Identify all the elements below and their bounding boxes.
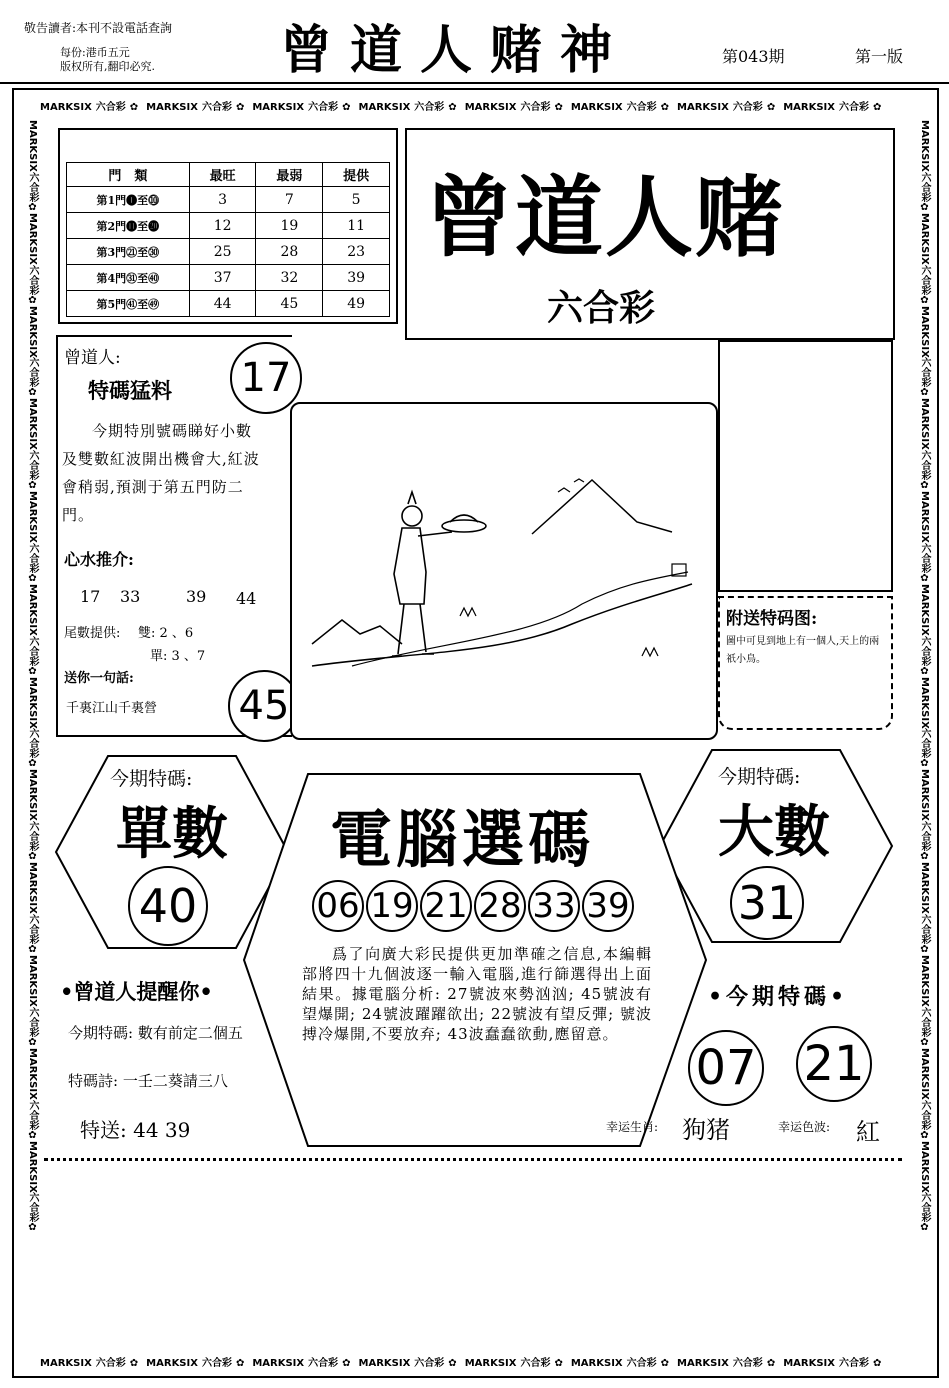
- brand-cn-text: 六合彩: [414, 101, 445, 113]
- flower-icon: ✿: [766, 1357, 776, 1369]
- lucky-animal: 狗猪: [682, 1116, 730, 1144]
- brand-text: MARKSIX: [27, 676, 38, 729]
- brand-text: MARKSIX: [27, 491, 38, 543]
- brand-cn-text: 六合彩: [27, 914, 38, 945]
- brand-mark: [919, 213, 930, 306]
- logo-box: [405, 128, 895, 340]
- brand-cn-text: 六合彩: [27, 450, 38, 481]
- door-label-cell: 第4門㉛至㊵: [67, 265, 190, 291]
- tips-circle-bottom: 45: [228, 670, 300, 742]
- table-header-row: [67, 163, 390, 187]
- brand-cn-text: 六合彩: [919, 450, 930, 481]
- table-cell: 11: [323, 213, 390, 239]
- flower-icon: ✿: [27, 1036, 38, 1048]
- flower-icon: ✿: [554, 101, 563, 113]
- brand-text: MARKSIX: [783, 101, 835, 113]
- brand-mark: [919, 955, 930, 1048]
- flower-icon: ✿: [235, 101, 245, 113]
- computer-number: 06: [312, 880, 364, 932]
- lucky-color: 紅: [856, 1118, 880, 1146]
- logo-sub: 六合彩: [547, 288, 656, 329]
- brand-text: MARKSIX: [570, 101, 623, 113]
- brand-text: MARKSIX: [919, 769, 930, 822]
- rec-label: 心水推介:: [64, 550, 134, 569]
- masthead-title: 曾道人赌神: [280, 20, 631, 81]
- table-cell: 39: [323, 265, 390, 291]
- notice-text: 敬告讀者:本刊不設電話查詢: [24, 21, 173, 35]
- brand-text: MARKSIX: [27, 583, 38, 636]
- table-cell: 7: [256, 187, 323, 213]
- door-table-body: [67, 187, 390, 317]
- brand-text: MARKSIX: [919, 305, 930, 358]
- flower-icon: ✿: [919, 572, 930, 584]
- table-row: [67, 291, 390, 317]
- flower-icon: ✿: [448, 101, 457, 113]
- brand-text: MARKSIX: [27, 398, 38, 451]
- computer-number: 39: [582, 880, 634, 932]
- brand-text: MARKSIX: [252, 101, 305, 113]
- price-text: 每份:港币五元: [60, 46, 130, 59]
- brand-mark: [27, 491, 38, 584]
- brand-mark: [27, 306, 38, 399]
- brand-mark: [571, 1354, 673, 1369]
- flower-icon: ✿: [919, 1222, 930, 1234]
- flower-icon: ✿: [27, 294, 38, 306]
- brand-text: MARKSIX: [677, 101, 729, 113]
- brand-text: MARKSIX: [146, 101, 198, 113]
- brand-mark: [359, 1354, 461, 1369]
- flower-icon: ✿: [342, 1357, 351, 1369]
- brand-text: MARKSIX: [40, 101, 92, 113]
- flower-icon: ✿: [27, 572, 38, 584]
- brand-text: MARKSIX: [919, 212, 930, 265]
- brand-cn-text: 六合彩: [732, 101, 763, 113]
- brand-cn-text: 六合彩: [27, 264, 38, 295]
- brand-cn-text: 六合彩: [520, 1357, 551, 1369]
- brand-cn-text: 六合彩: [27, 728, 38, 759]
- table-cell: 12: [189, 213, 256, 239]
- table-row: [67, 265, 390, 291]
- bottom-brand-strip: [40, 1350, 910, 1372]
- flower-icon: ✿: [919, 758, 930, 770]
- tips-who: 曾道人:: [64, 348, 121, 368]
- rec-number-4: 44: [236, 589, 257, 608]
- flower-icon: ✿: [129, 1357, 139, 1369]
- computer-number: 28: [474, 880, 526, 932]
- brand-text: MARKSIX: [27, 305, 38, 358]
- brand-mark: [27, 955, 38, 1048]
- brand-text: MARKSIX: [919, 491, 930, 543]
- table-cell: 28: [256, 239, 323, 265]
- brand-mark: [465, 98, 567, 113]
- brand-cn-text: 六合彩: [919, 171, 930, 202]
- flower-icon: ✿: [660, 101, 670, 113]
- brand-text: MARKSIX: [27, 769, 38, 822]
- lucky-animal-label: 幸运生肖:: [606, 1120, 659, 1134]
- flower-icon: ✿: [919, 944, 930, 956]
- flower-icon: ✿: [27, 851, 38, 863]
- brand-text: MARKSIX: [464, 101, 517, 113]
- brand-text: MARKSIX: [27, 1140, 38, 1193]
- brand-cn-text: 六合彩: [919, 264, 930, 295]
- brand-cn-text: 六合彩: [27, 1099, 38, 1130]
- left-mountains: [312, 620, 402, 644]
- brand-mark: [27, 584, 38, 677]
- brand-cn-text: 六合彩: [27, 357, 38, 388]
- brand-text: MARKSIX: [919, 676, 930, 729]
- computer-title: 電腦選碼: [330, 803, 595, 876]
- header-rule: [0, 82, 949, 84]
- tips-body: 今期特別號碼睇好小數及雙數紅波開出機會大,紅波會稍弱,預測于第五門防二門。: [62, 422, 260, 524]
- brand-cn-text: 六合彩: [626, 1357, 657, 1369]
- side-caption-box: [718, 596, 893, 730]
- brand-text: MARKSIX: [464, 1357, 517, 1369]
- brand-cn-text: 六合彩: [919, 821, 930, 852]
- flower-icon: ✿: [27, 758, 38, 770]
- brand-mark: [919, 677, 930, 770]
- landscape-illustration: [292, 404, 718, 740]
- brand-text: MARKSIX: [783, 1357, 835, 1369]
- rec-number-2: 33: [120, 587, 141, 606]
- brand-mark: [919, 120, 930, 213]
- computer-number: 19: [366, 880, 418, 932]
- person-figure: [392, 492, 486, 656]
- grass-icon: [460, 608, 658, 656]
- brand-mark: [783, 1354, 885, 1369]
- brand-mark: [919, 398, 930, 491]
- left-special-number: 40: [128, 866, 208, 946]
- flower-icon: ✿: [27, 665, 38, 677]
- brand-cn-text: 六合彩: [95, 101, 126, 113]
- brand-mark: [252, 98, 354, 113]
- flower-icon: ✿: [872, 101, 882, 113]
- brand-cn-text: 六合彩: [27, 635, 38, 666]
- brand-cn-text: 六合彩: [201, 101, 232, 113]
- flower-icon: ✿: [554, 1357, 563, 1369]
- brand-text: MARKSIX: [919, 955, 930, 1007]
- flower-icon: ✿: [27, 944, 38, 956]
- brand-text: MARKSIX: [919, 1140, 930, 1193]
- left-brand-strip: [18, 120, 40, 1345]
- brand-cn-text: 六合彩: [27, 1192, 38, 1223]
- right-special-label: 今期特碼:: [718, 766, 801, 788]
- brand-text: MARKSIX: [27, 212, 38, 265]
- left-special-label: 今期特碼:: [110, 768, 193, 790]
- brand-mark: [27, 1048, 38, 1141]
- side-image-box: [718, 340, 893, 592]
- flower-icon: ✿: [27, 201, 38, 213]
- brand-cn-text: 六合彩: [414, 1357, 445, 1369]
- computer-number: 21: [420, 880, 472, 932]
- brand-text: MARKSIX: [919, 1047, 930, 1100]
- brand-cn-text: 六合彩: [919, 542, 930, 573]
- brand-cn-text: 六合彩: [919, 635, 930, 666]
- brand-mark: [27, 677, 38, 770]
- computer-number: 33: [528, 880, 580, 932]
- brand-text: MARKSIX: [27, 955, 38, 1007]
- right-special-value: 大數: [718, 799, 830, 865]
- door-label-cell: 第1門❶至⓾: [67, 187, 190, 213]
- special-bottom-number-2: 21: [796, 1026, 872, 1102]
- flower-icon: ✿: [27, 387, 38, 399]
- top-brand-strip: [40, 94, 910, 116]
- brand-text: MARKSIX: [358, 101, 411, 113]
- brand-text: MARKSIX: [146, 1357, 198, 1369]
- computer-analysis: 爲了向廣大彩民提供更加準確之信息,本編輯部將四十九個波逐一輸入電腦,進行篩選得出上面結果。據電腦分析: 27號波來勢汹汹; 45號波有望爆開; 24號波躍躍欲出; 22號波有望反彈; 號波搏冷爆開,不要放弃; 43波蠢蠢欲動,應留意。: [302, 945, 652, 1043]
- door-label-cell: 第2門⓫至⓴: [67, 213, 190, 239]
- flower-icon: ✿: [448, 1357, 457, 1369]
- lucky-color-label: 幸运色波:: [778, 1120, 831, 1134]
- table-cell: 37: [189, 265, 256, 291]
- brand-text: MARKSIX: [358, 1357, 411, 1369]
- brand-mark: [27, 862, 38, 955]
- brand-mark: [27, 213, 38, 306]
- brand-cn-text: 六合彩: [27, 1006, 38, 1037]
- flower-icon: ✿: [919, 851, 930, 863]
- brand-mark: [146, 98, 248, 113]
- brand-text: MARKSIX: [919, 862, 930, 915]
- table-cell: 32: [256, 265, 323, 291]
- tail-label: 尾數提供:: [64, 626, 121, 641]
- brand-cn-text: 六合彩: [27, 171, 38, 202]
- table-cell: 25: [189, 239, 256, 265]
- tips-circle-top: 17: [230, 342, 302, 414]
- brand-mark: [919, 306, 930, 399]
- bottom-divider: [44, 1158, 902, 1161]
- brand-text: MARKSIX: [27, 1047, 38, 1100]
- brand-mark: [919, 862, 930, 955]
- brand-mark: [27, 120, 38, 213]
- brand-cn-text: 六合彩: [838, 101, 869, 113]
- brand-mark: [40, 1354, 142, 1369]
- flower-icon: ✿: [919, 665, 930, 677]
- table-cell: 45: [256, 291, 323, 317]
- flower-icon: ✿: [129, 101, 139, 113]
- rights-text: 版权所有,翻印必究.: [60, 60, 155, 73]
- brand-mark: [919, 1141, 930, 1234]
- path-line: [312, 584, 692, 666]
- brand-text: MARKSIX: [570, 1357, 623, 1369]
- table-row: [67, 213, 390, 239]
- table-cell: 19: [256, 213, 323, 239]
- table-cell: 3: [189, 187, 256, 213]
- door-table: [66, 162, 390, 317]
- reminder-line2: 特碼詩: 一壬二葵請三八: [68, 1072, 228, 1090]
- issue-number: 第043期: [722, 47, 785, 66]
- brand-text: MARKSIX: [27, 862, 38, 915]
- illustration-panel: [290, 402, 718, 740]
- brand-mark: [27, 1141, 38, 1234]
- brand-mark: [919, 1048, 930, 1141]
- brand-mark: [571, 98, 673, 113]
- flower-icon: ✿: [27, 1222, 38, 1234]
- brand-text: MARKSIX: [27, 120, 38, 172]
- brand-mark: [465, 1354, 567, 1369]
- flower-icon: ✿: [919, 480, 930, 492]
- brand-mark: [252, 1354, 354, 1369]
- brand-cn-text: 六合彩: [308, 1357, 339, 1369]
- brand-text: MARKSIX: [40, 1357, 92, 1369]
- brand-cn-text: 六合彩: [95, 1357, 126, 1369]
- brand-cn-text: 六合彩: [201, 1357, 232, 1369]
- side-caption-text: 圖中可見到地上有一個人,天上的兩祇小鳥。: [726, 636, 880, 665]
- table-cell: 5: [323, 187, 390, 213]
- brand-cn-text: 六合彩: [520, 101, 551, 113]
- flower-icon: ✿: [660, 1357, 670, 1369]
- tips-heading: 特碼猛料: [88, 378, 172, 403]
- special-bottom-title: •今期特碼•: [708, 984, 849, 1010]
- flower-icon: ✿: [766, 101, 776, 113]
- brand-cn-text: 六合彩: [27, 821, 38, 852]
- brand-mark: [919, 491, 930, 584]
- brand-cn-text: 六合彩: [838, 1357, 869, 1369]
- flower-icon: ✿: [919, 387, 930, 399]
- brand-mark: [677, 1354, 779, 1369]
- brand-mark: [677, 98, 779, 113]
- table-row: [67, 187, 390, 213]
- logo-main: 曾道人赌: [425, 166, 786, 269]
- flower-icon: ✿: [27, 1129, 38, 1141]
- door-label-cell: 第5門㊶至㊾: [67, 291, 190, 317]
- brand-cn-text: 六合彩: [919, 357, 930, 388]
- brand-cn-text: 六合彩: [626, 101, 657, 113]
- brand-text: MARKSIX: [919, 398, 930, 451]
- brand-text: MARKSIX: [919, 120, 930, 172]
- brand-cn-text: 六合彩: [27, 542, 38, 573]
- flower-icon: ✿: [919, 201, 930, 213]
- table-cell: 23: [323, 239, 390, 265]
- right-brand-strip: [910, 120, 932, 1345]
- brand-mark: [919, 769, 930, 862]
- brand-cn-text: 六合彩: [919, 728, 930, 759]
- edition-label: 第一版: [855, 47, 904, 66]
- right-special-number: 31: [730, 866, 804, 940]
- brand-mark: [146, 1354, 248, 1369]
- brand-cn-text: 六合彩: [732, 1357, 763, 1369]
- table-cell: 49: [323, 291, 390, 317]
- right-mountain: [532, 480, 672, 534]
- flower-icon: ✿: [235, 1357, 245, 1369]
- flower-icon: ✿: [919, 1036, 930, 1048]
- brand-cn-text: 六合彩: [919, 1192, 930, 1223]
- reminder-line1: 今期特碼: 數有前定二個五: [68, 1024, 243, 1042]
- brand-text: MARKSIX: [252, 1357, 305, 1369]
- tail-even: 雙: 2 、6: [138, 626, 194, 641]
- brand-cn-text: 六合彩: [308, 101, 339, 113]
- table-header-cell: 提供: [323, 163, 390, 187]
- rec-number-3: 39: [186, 587, 207, 606]
- brand-cn-text: 六合彩: [919, 914, 930, 945]
- table-header-cell: 最弱: [256, 163, 323, 187]
- brand-text: MARKSIX: [677, 1357, 729, 1369]
- brand-mark: [359, 98, 461, 113]
- door-label-cell: 第3門㉑至㉚: [67, 239, 190, 265]
- brand-text: MARKSIX: [919, 583, 930, 636]
- saying-label: 送你一句話:: [64, 671, 134, 686]
- door-table-box: [58, 128, 398, 324]
- flower-icon: ✿: [872, 1357, 882, 1369]
- flower-icon: ✿: [27, 480, 38, 492]
- computer-numbers: [312, 880, 634, 932]
- special-bottom-number-1: 07: [688, 1030, 764, 1106]
- brand-mark: [27, 398, 38, 491]
- brand-mark: [783, 98, 885, 113]
- flower-icon: ✿: [342, 101, 351, 113]
- flower-icon: ✿: [919, 1129, 930, 1141]
- brand-cn-text: 六合彩: [919, 1099, 930, 1130]
- table-header-cell: 最旺: [189, 163, 256, 187]
- table-header-cell: 門 類: [67, 163, 190, 187]
- reminder-title: •曾道人提醒你•: [60, 979, 213, 1004]
- table-cell: 44: [189, 291, 256, 317]
- brand-mark: [27, 769, 38, 862]
- brand-cn-text: 六合彩: [919, 1006, 930, 1037]
- side-caption-title: 附送特码图:: [726, 609, 818, 629]
- flower-icon: ✿: [919, 294, 930, 306]
- left-special-value: 單數: [116, 801, 228, 867]
- brand-mark: [40, 98, 142, 113]
- table-row: [67, 239, 390, 265]
- rec-number-1: 17: [80, 587, 101, 606]
- tail-odd: 單: 3 、7: [150, 649, 206, 664]
- saying-text: 千裏江山千裏營: [66, 701, 158, 716]
- brand-mark: [919, 584, 930, 677]
- reminder-gift: 特送: 44 39: [80, 1118, 191, 1142]
